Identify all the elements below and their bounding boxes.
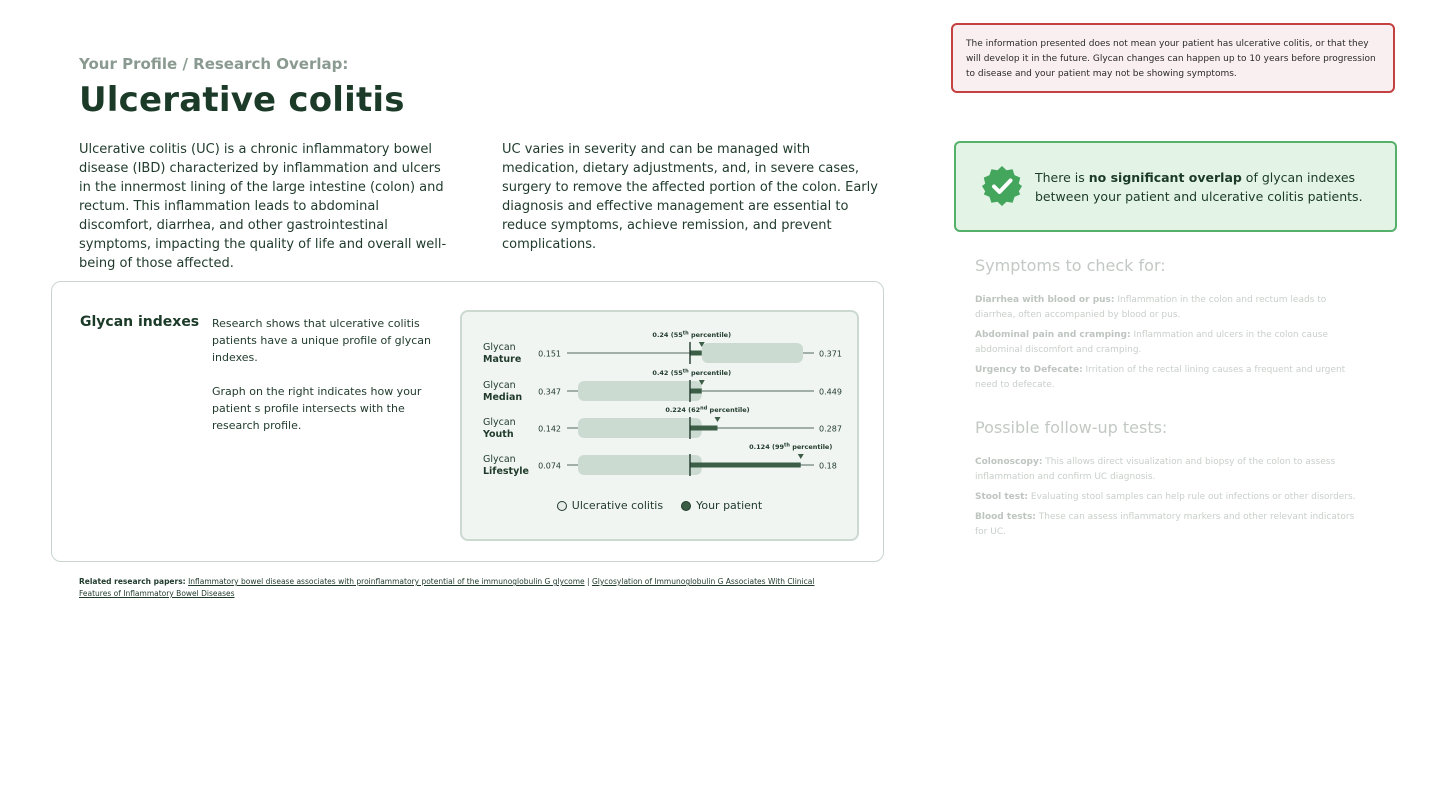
result-suffix: of glycan indexes between your patient and ulcerative colitis patients.	[1035, 170, 1363, 204]
percentile-suffix: th	[682, 330, 689, 337]
percentile-word: percentile)	[688, 369, 732, 377]
paper-link-1[interactable]: Inflammatory bowel disease associates with proinflammatory potential of the immunoglobulin G glycome	[188, 577, 585, 586]
test-title: Colonoscopy:	[975, 457, 1043, 467]
patient-bar	[690, 389, 702, 394]
legend-label-patient: Your patient	[696, 499, 763, 512]
chart-legend	[462, 499, 857, 512]
legend-dot-uc	[557, 501, 567, 511]
row-max-value: 0.18	[819, 461, 837, 471]
uc-range-bar	[702, 343, 803, 363]
patient-marker-icon	[798, 454, 804, 459]
glycan-heading: Glycan indexes	[80, 314, 200, 330]
symptom-item	[975, 293, 1365, 323]
row-max-value: 0.287	[819, 424, 842, 434]
patient-bar	[690, 463, 801, 468]
legend-item-patient	[681, 499, 762, 512]
row-max-value: 0.449	[819, 387, 842, 397]
symptoms-heading: Symptoms to check for:	[975, 256, 1166, 275]
test-item	[975, 490, 1365, 505]
row-min-value: 0.142	[538, 424, 561, 434]
percentile-word: percentile)	[688, 331, 732, 339]
percentile-suffix: th	[784, 442, 790, 449]
symptom-title: Abdominal pain and cramping:	[975, 330, 1131, 340]
row-max-value: 0.371	[819, 349, 842, 359]
percentile-value: 0.124 (99	[749, 443, 785, 451]
symptom-text: Irritation of the rectal lining causes a frequent and urgent need to defecate.	[975, 365, 1346, 390]
glycan-panel	[51, 281, 884, 562]
glycan-chart	[460, 310, 859, 541]
percentile-label	[749, 443, 832, 452]
row-label-bottom: Youth	[483, 429, 514, 440]
intro-right-paragraph: UC varies in severity and can be managed with medication, dietary adjustments, and, in severe cases, surgery to remove the affected portion of the colon. Early diagnosis and effective management are essential to reduce symptoms, achieve remission, and prevent complications.	[502, 142, 878, 252]
symptom-title: Urgency to Defecate:	[975, 365, 1083, 375]
legend-dot-patient	[681, 501, 691, 511]
row-label-bottom: Median	[483, 392, 523, 403]
row-label-top: Glycan	[483, 380, 516, 391]
percentile-word: percentile)	[789, 443, 833, 451]
verified-badge-icon	[981, 165, 1023, 207]
glycan-description-1: Research shows that ulcerative colitis patients have a unique profile of glycan indexes.	[212, 317, 431, 364]
symptom-item	[975, 363, 1365, 393]
row-min-value: 0.347	[538, 387, 561, 397]
row-label-top: Glycan	[483, 342, 516, 353]
percentile-suffix: th	[682, 368, 689, 375]
uc-range-bar	[578, 418, 702, 438]
symptom-text: Inflammation and ulcers in the colon cause abdominal discomfort and cramping.	[975, 330, 1328, 355]
glycan-description-2: Graph on the right indicates how your patient s profile intersects with the research profile.	[212, 385, 422, 432]
glycan-description	[212, 315, 437, 434]
percentile-value: 0.224 (62	[665, 406, 701, 414]
paper-separator: |	[584, 577, 592, 586]
intro-left-paragraph: Ulcerative colitis (UC) is a chronic inflammatory bowel disease (IBD) characterized by inflammation and ulcers in the innermost lining of the large intestine (colon) and rectum. This inflammation leads to abdominal discomfort, diarrhea, and other gastrointestinal symptoms, impacting the quality of life and overall well-being of those affected.	[79, 142, 447, 271]
legend-label-uc: Ulcerative colitis	[571, 499, 664, 512]
test-item	[975, 455, 1365, 485]
warning-box	[951, 23, 1395, 93]
percentile-suffix: nd	[700, 405, 708, 412]
percentile-label	[652, 331, 731, 340]
glycan-chart-svg	[462, 312, 857, 497]
row-label-bottom: Lifestyle	[483, 466, 529, 477]
paper-link-2[interactable]: Glycosylation of Immunoglobulin G Associates With Clinical Features of Inflammatory Bowel Diseases	[79, 577, 815, 598]
patient-marker-icon	[715, 417, 721, 422]
percentile-value: 0.24 (55	[652, 331, 683, 339]
percentile-label	[665, 406, 749, 415]
breadcrumb: Your Profile / Research Overlap:	[79, 55, 349, 73]
test-text: These can assess inflammatory markers and other relevant indicators for UC.	[975, 512, 1355, 537]
percentile-value: 0.42 (55	[652, 369, 683, 377]
row-label-top: Glycan	[483, 454, 516, 465]
result-text	[1035, 168, 1390, 206]
symptom-title: Diarrhea with blood or pus:	[975, 295, 1115, 305]
related-papers	[79, 576, 849, 600]
tests-heading: Possible follow-up tests:	[975, 418, 1168, 437]
tests-list	[975, 455, 1365, 545]
uc-range-bar	[578, 381, 702, 401]
row-label-bottom: Mature	[483, 354, 522, 365]
test-text: Evaluating stool samples can help rule out infections or other disorders.	[1028, 492, 1356, 502]
symptom-item	[975, 328, 1365, 358]
result-prefix: There is	[1035, 170, 1089, 185]
patient-bar	[690, 351, 702, 356]
row-label-top: Glycan	[483, 417, 516, 428]
row-min-value: 0.074	[538, 461, 561, 471]
test-item	[975, 510, 1365, 540]
uc-range-bar	[578, 455, 702, 475]
warning-text: The information presented does not mean your patient has ulcerative colitis, or that they will develop it in the future. Glycan changes can happen up to 10 years before progression to disease and your patient may not be showing symptoms.	[966, 39, 1376, 79]
test-text: This allows direct visualization and biopsy of the colon to assess inflammation and confirm UC diagnosis.	[975, 457, 1336, 482]
page-title: Ulcerative colitis	[79, 80, 405, 120]
result-box	[954, 141, 1397, 232]
test-title: Blood tests:	[975, 512, 1036, 522]
symptom-text: Inflammation in the colon and rectum leads to diarrhea, often accompanied by blood or pus.	[975, 295, 1327, 320]
percentile-label	[652, 369, 731, 378]
related-papers-label: Related research papers:	[79, 577, 186, 586]
percentile-word: percentile)	[707, 406, 750, 414]
legend-item-uc	[557, 499, 663, 512]
symptoms-list	[975, 293, 1365, 398]
result-bold: no significant overlap	[1088, 170, 1242, 185]
patient-bar	[690, 426, 718, 431]
row-min-value: 0.151	[538, 349, 561, 359]
test-title: Stool test:	[975, 492, 1029, 502]
